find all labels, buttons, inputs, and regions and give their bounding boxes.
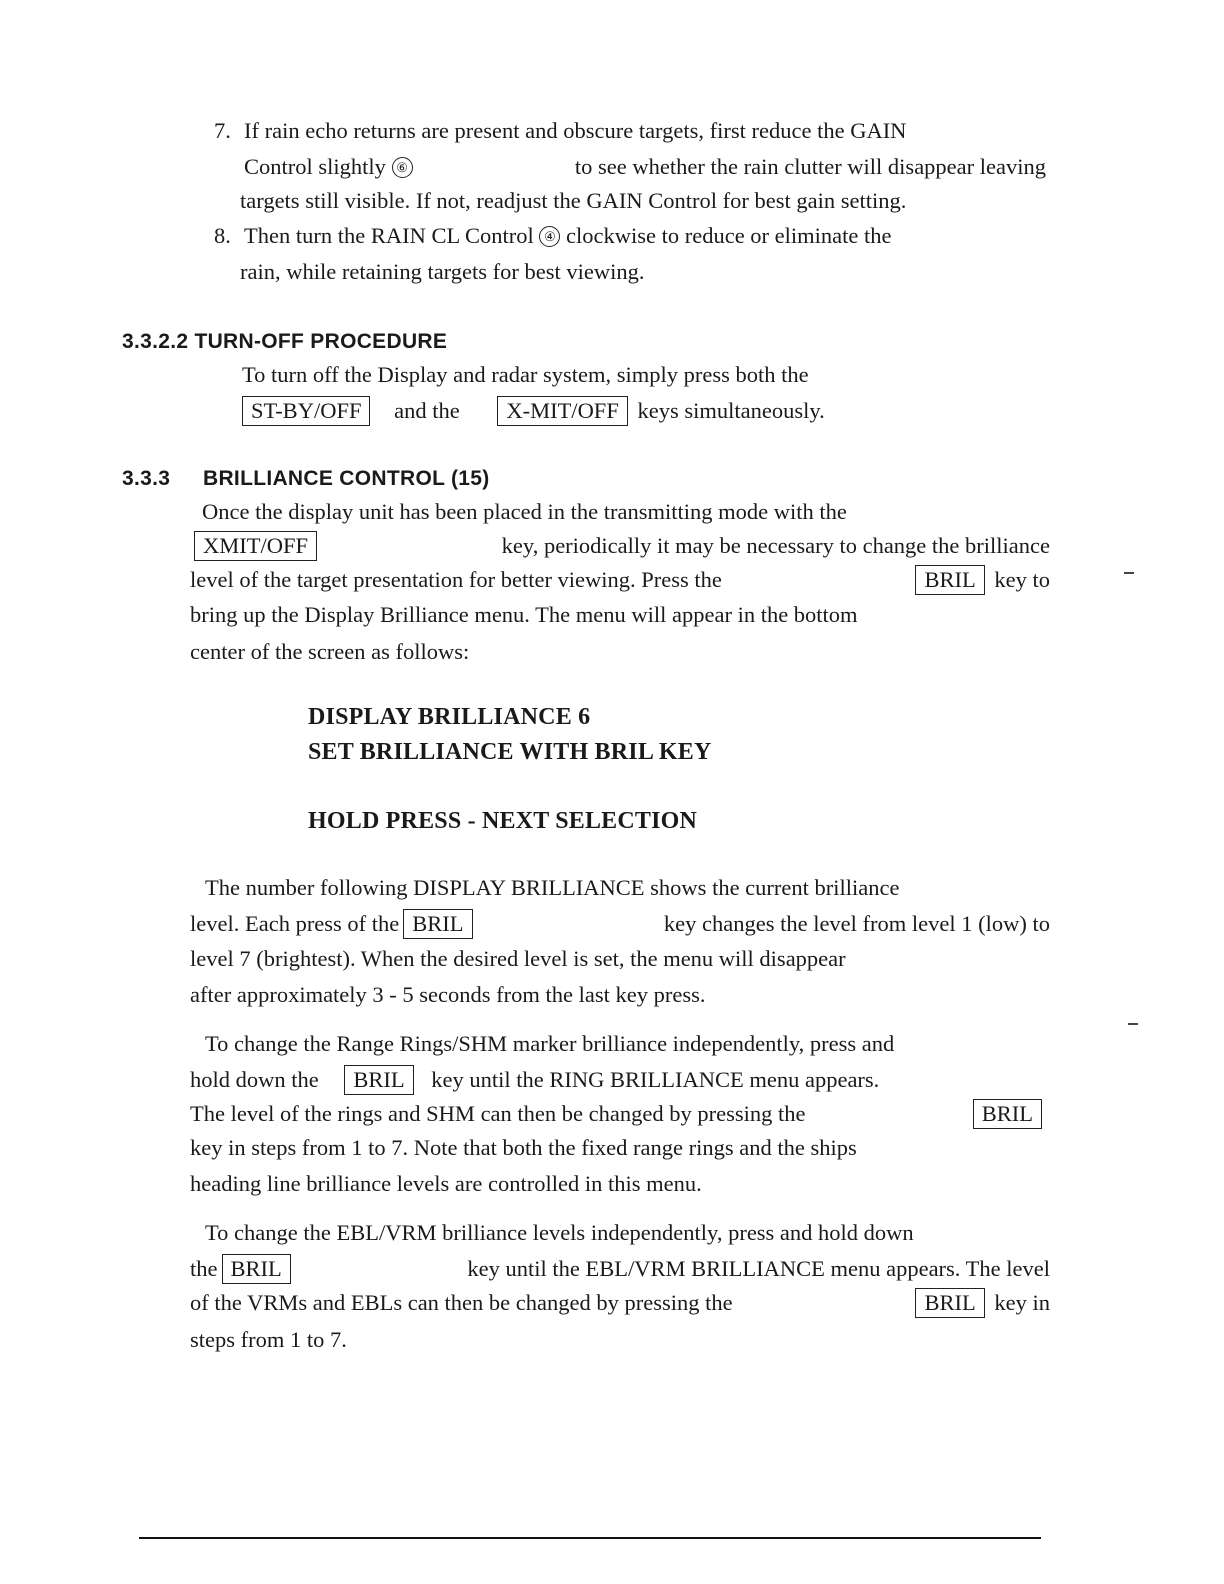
step-number: 8.	[214, 223, 231, 248]
step-8-line-1: 8. Then turn the RAIN CL Control ④ clockwise to reduce or eliminate the	[214, 221, 892, 251]
transmit-off-key: X-MIT/OFF	[497, 396, 628, 426]
margin-mark	[1124, 572, 1134, 574]
paragraph-line: Once the display unit has been placed in the transmitting mode with the	[202, 499, 847, 524]
bril-key: BRIL	[344, 1065, 413, 1095]
bril-key: BRIL	[222, 1254, 291, 1284]
paragraph-line: To change the Range Rings/SHM marker brilliance independently, press and	[205, 1031, 895, 1056]
menu-line-display-brilliance: DISPLAY BRILLIANCE 6	[308, 704, 591, 730]
step-7-line-1: 7. If rain echo returns are present and obscure targets, first reduce the GAIN	[214, 116, 906, 146]
paragraph-line: level. Each press of the BRIL key changes the level from level 1 (low) to	[190, 909, 1050, 939]
paragraph-line: The number following DISPLAY BRILLIANCE shows the current brilliance	[205, 875, 900, 900]
menu-line-set-brilliance: SET BRILLIANCE WITH BRIL KEY	[308, 739, 712, 765]
step-7-line-2: Control slightly ⑥ to see whether the rain clutter will disappear leaving	[244, 154, 1046, 179]
turnoff-line-2: ST-BY/OFF and the X-MIT/OFF keys simultaneously.	[242, 396, 825, 426]
paragraph-line: To change the EBL/VRM brilliance levels independently, press and hold down	[205, 1220, 914, 1245]
margin-mark	[1128, 1023, 1138, 1025]
page-footer-rule	[139, 1537, 1041, 1539]
step-number: 7.	[214, 118, 231, 143]
xmit-off-key: XMIT/OFF	[194, 531, 317, 561]
section-heading-brilliance: BRILLIANCE CONTROL (15)	[203, 467, 490, 490]
section-heading-turn-off: 3.3.2.2 TURN-OFF PROCEDURE	[122, 330, 448, 353]
paragraph-line: The level of the rings and SHM can then be changed by pressing the BRIL	[190, 1099, 1042, 1129]
turnoff-line-1: To turn off the Display and radar system, simply press both the	[242, 362, 809, 387]
menu-line-hold-press: HOLD PRESS - NEXT SELECTION	[308, 808, 698, 834]
control-number-4-badge: ④	[539, 226, 560, 247]
standby-off-key: ST-BY/OFF	[242, 396, 370, 426]
paragraph-line: hold down the BRIL key until the RING BRILLIANCE menu appears.	[190, 1065, 879, 1095]
paragraph-line: heading line brilliance levels are controlled in this menu.	[190, 1171, 702, 1196]
paragraph-line: bring up the Display Brilliance menu. The menu will appear in the bottom	[190, 602, 858, 627]
section-number-brilliance: 3.3.3	[122, 467, 171, 490]
paragraph-line: key in steps from 1 to 7. Note that both the fixed range rings and the ships	[190, 1135, 857, 1160]
paragraph-line: after approximately 3 - 5 seconds from the last key press.	[190, 982, 706, 1007]
paragraph-line: level of the target presentation for better viewing. Press the BRIL key to	[190, 565, 1050, 595]
paragraph-line: level 7 (brightest). When the desired level is set, the menu will disappear	[190, 946, 846, 971]
paragraph-line: XMIT/OFF key, periodically it may be necessary to change the brilliance	[194, 531, 1050, 561]
paragraph-line: steps from 1 to 7.	[190, 1327, 347, 1352]
step-8-line-2: rain, while retaining targets for best viewing.	[240, 259, 645, 284]
step-7-line-3: targets still visible. If not, readjust the GAIN Control for best gain setting.	[240, 188, 907, 213]
paragraph-line: center of the screen as follows:	[190, 639, 470, 664]
paragraph-line: the BRIL key until the EBL/VRM BRILLIANCE menu appears. The level	[190, 1254, 1050, 1284]
bril-key: BRIL	[403, 909, 472, 939]
bril-key: BRIL	[973, 1099, 1042, 1129]
control-number-6-badge: ⑥	[392, 157, 413, 178]
paragraph-line: of the VRMs and EBLs can then be changed by pressing the BRIL key in	[190, 1288, 1050, 1318]
bril-key: BRIL	[915, 565, 984, 595]
bril-key: BRIL	[915, 1288, 984, 1318]
